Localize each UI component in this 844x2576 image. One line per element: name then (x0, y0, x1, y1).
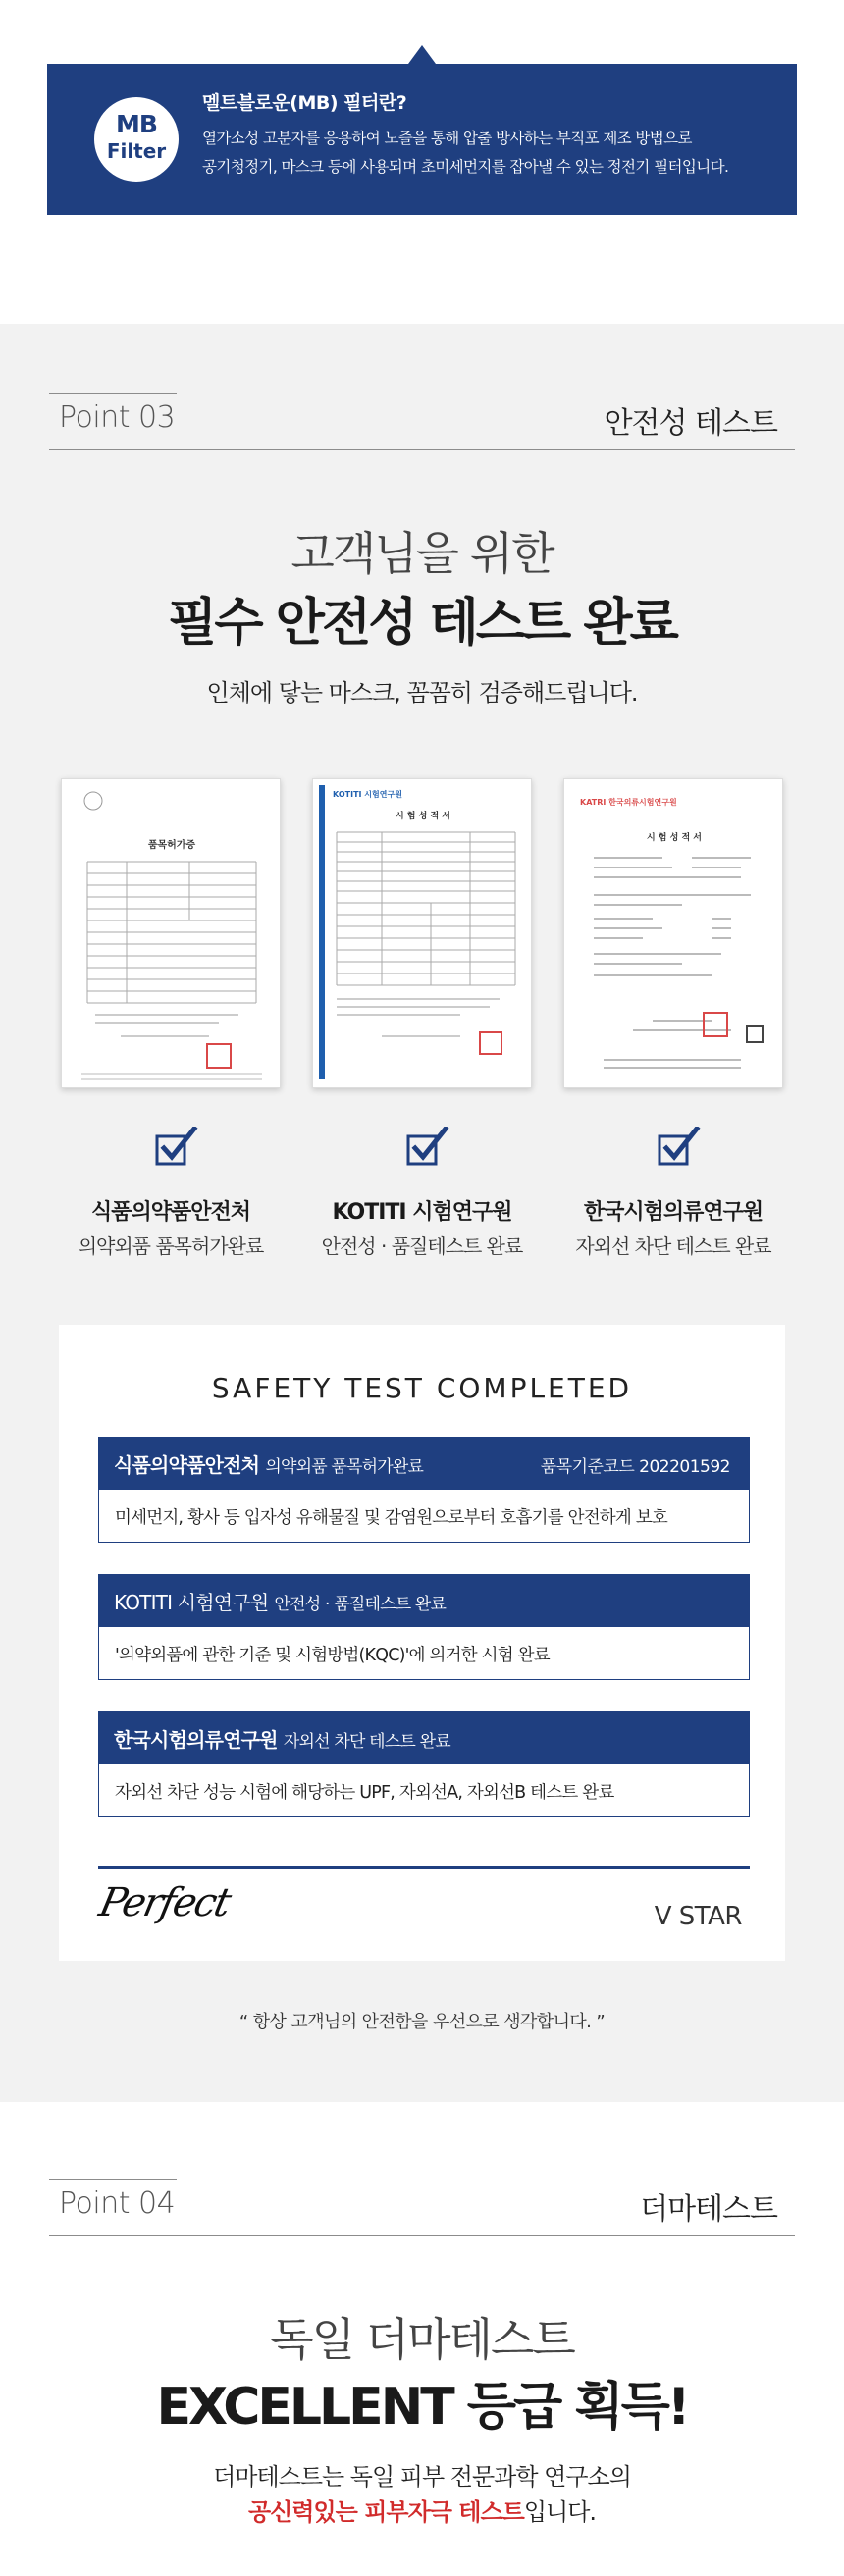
cert-doc-title: 시 험 성 적 서 (646, 833, 702, 843)
point-number: Point 03 (59, 400, 176, 435)
test-row-title (114, 1449, 423, 1478)
mb-filter-badge (94, 97, 179, 182)
point-top-rule (49, 393, 177, 394)
mb-filter-description (202, 125, 781, 182)
card-divider (98, 1866, 750, 1869)
safety-test-card (59, 1325, 785, 1961)
dermatest-desc-tail: 입니다. (523, 2498, 597, 2526)
institution-desc: 자외선 차단 테스트 완료 (575, 1235, 771, 1258)
certificate-image-kotiti (312, 778, 532, 1088)
institution-desc: 의약외품 품목허가완료 (78, 1235, 264, 1258)
dermatest-desc-line1: 더마테스트는 독일 피부 전문과학 연구소의 (213, 2463, 631, 2491)
mb-desc-line2: 공기청정기, 마스크 등에 사용되며 초미세먼지를 잡아낼 수 있는 정전기 필터입니다. (202, 158, 729, 176)
certificate-document-graphic (564, 779, 783, 1088)
institution-desc: 안전성 · 품질테스트 완료 (321, 1235, 523, 1258)
test-row-header (98, 1574, 750, 1627)
safety-quote: “ 항상 고객님의 안전함을 우선으로 생각합니다. ” (238, 2012, 606, 2032)
test-sub: 자외선 차단 테스트 완료 (283, 1732, 450, 1752)
point-divider (49, 2235, 795, 2236)
mb-filter-title: 멜트블로운(MB) 필터란? (202, 92, 407, 114)
point-top-rule (49, 2179, 177, 2180)
test-row-desc: '의약외품에 관한 기준 및 시험방법(KQC)'에 의거한 시험 완료 (115, 1646, 550, 1665)
dermatest-section (0, 2102, 844, 2576)
test-row-title (114, 1587, 446, 1615)
certificate-document-graphic (62, 779, 281, 1088)
headline-light: 고객님을 위한 (290, 527, 554, 580)
checkbox-checked-icon (155, 1127, 198, 1166)
test-code: 품목기준코드 202201592 (540, 1457, 730, 1477)
certificate-document-graphic (313, 779, 532, 1088)
badge-line2: Filter (106, 139, 167, 163)
checkbox-checked-icon (406, 1127, 449, 1166)
speech-notch (408, 45, 436, 64)
point-number: Point 04 (59, 2186, 176, 2221)
headline-light: 독일 더마테스트 (270, 2313, 574, 2366)
dermatest-desc-line2 (0, 2493, 844, 2527)
headline-bold: 필수 안전성 테스트 완료 (168, 594, 676, 653)
mb-desc-line1: 열가소성 고분자를 응용하여 노즐을 통해 압출 방사하는 부직포 제조 방법으로 (202, 130, 692, 147)
certificate-image-katri (563, 778, 783, 1088)
test-org: 식품의약품안전처 (114, 1453, 260, 1477)
section-subtitle: 인체에 닿는 마스크, 꼼꼼히 검증해드립니다. (206, 679, 638, 707)
cert-doc-title: 시 험 성 적 서 (395, 812, 450, 821)
headline-bold: EXCELLENT 등급 획득! (156, 2378, 688, 2437)
dermatest-highlight: 공신력있는 피부자극 테스트 (247, 2498, 524, 2526)
point-name: 안전성 테스트 (604, 406, 777, 441)
test-row-desc: 미세먼지, 황사 등 입자성 유해물질 및 감염원으로부터 호흡기를 안전하게 보호 (115, 1508, 667, 1528)
cert-org-label: KATRI 한국의류시험연구원 (580, 798, 677, 807)
test-row-header (98, 1711, 750, 1764)
institution-name: KOTITI 시험연구원 (332, 1200, 512, 1225)
point-divider (49, 449, 795, 450)
mb-filter-box (47, 64, 797, 215)
test-sub: 안전성 · 품질테스트 완료 (274, 1595, 447, 1614)
certificate-image-mfds (61, 778, 281, 1088)
institution-name: 식품의약품안전처 (90, 1200, 251, 1225)
mb-filter-section (0, 0, 844, 324)
institution-name: 한국시험의류연구원 (583, 1200, 764, 1225)
safety-card-title: SAFETY TEST COMPLETED (211, 1372, 633, 1404)
brand-name: V STAR (654, 1902, 742, 1931)
point-name: 더마테스트 (640, 2192, 777, 2227)
badge-line1: MB (116, 110, 157, 138)
test-row-title (114, 1724, 450, 1753)
safety-test-section (0, 324, 844, 2102)
cert-doc-title: 품목허가증 (147, 840, 196, 851)
checkbox-checked-icon (658, 1127, 701, 1166)
test-row-body (98, 1490, 750, 1543)
test-org: KOTITI 시험연구원 (114, 1591, 269, 1614)
test-row-body (98, 1627, 750, 1680)
cert-org-label: KOTITI 시험연구원 (333, 790, 402, 799)
test-row-header (98, 1437, 750, 1490)
test-sub: 의약외품 품목허가완료 (265, 1457, 424, 1477)
signature-perfect: Perfect (95, 1880, 234, 1925)
test-org: 한국시험의류연구원 (114, 1728, 278, 1752)
test-row-body (98, 1764, 750, 1817)
test-row-desc: 자외선 차단 성능 시험에 해당하는 UPF, 자외선A, 자외선B 테스트 완료 (115, 1783, 614, 1803)
